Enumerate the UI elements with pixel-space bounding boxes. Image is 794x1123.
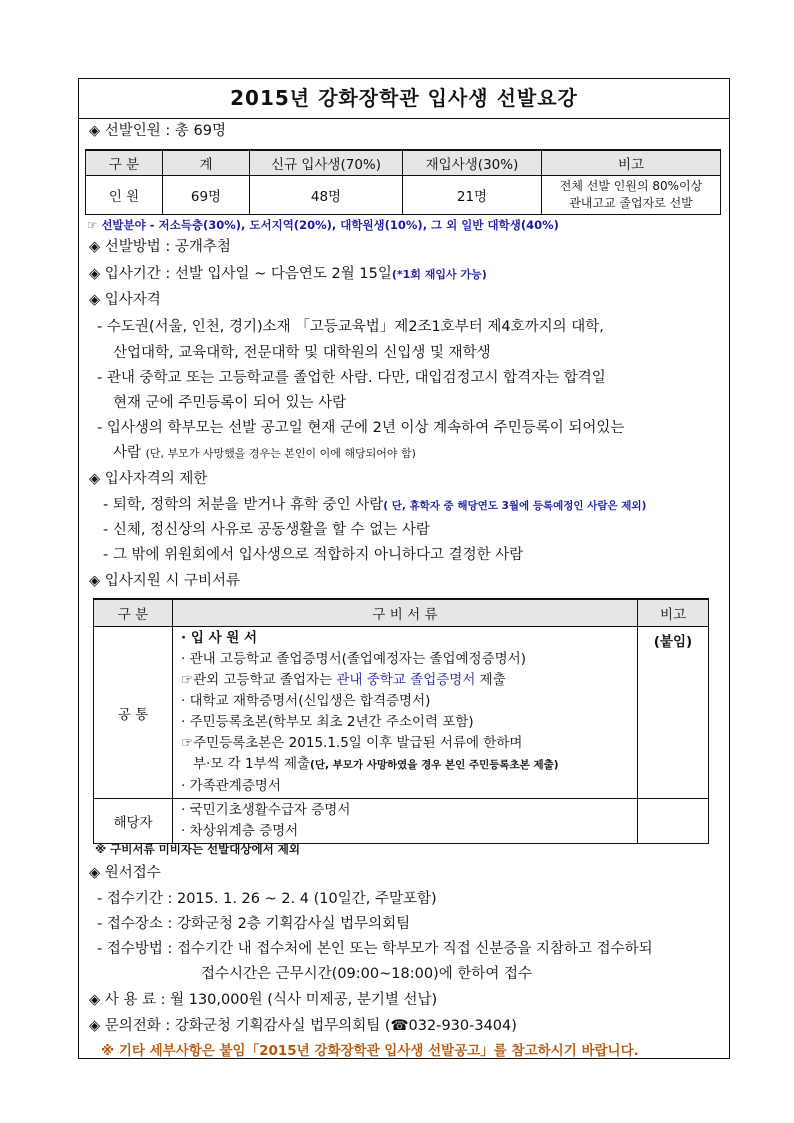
doc-resident-abstract: · 주민등록초본(학부모 최초 2년간 주소이력 포함) bbox=[181, 714, 474, 730]
th-readmit: 재입사생(30%) bbox=[403, 150, 542, 176]
qualification-1a: - 수도권(서울, 인천, 경기)소재 「고등교육법」제2조1호부터 제4호까지의 대학, bbox=[97, 319, 604, 335]
th-note: 비고 bbox=[542, 150, 721, 176]
selection-count: ◈ 선발인원 : 총 69명 bbox=[89, 123, 226, 139]
common-note: (붙임) bbox=[638, 627, 709, 799]
note-line2: 관내고교 졸업자로 선발 bbox=[569, 196, 693, 210]
period bbox=[89, 264, 487, 285]
th-new: 신규 입사생(70%) bbox=[250, 150, 403, 176]
th-category: 구 분 bbox=[86, 150, 163, 176]
qualification-3b-note: (단, 부모가 사망했을 경우는 본인이 이에 해당되어야 함) bbox=[145, 447, 416, 460]
page-title: 2015년 강화장학관 입사생 선발요강 bbox=[79, 79, 729, 119]
doc-enrollment-cert: · 대학교 재학증명서(신입생은 합격증명서) bbox=[181, 693, 431, 709]
qualification-1b: 산업대학, 교육대학, 전문대학 및 대학원의 신입생 및 재학생 bbox=[113, 345, 491, 361]
target-note bbox=[638, 799, 709, 844]
limit-1 bbox=[103, 495, 646, 516]
qualification-heading: ◈ 입사자격 bbox=[89, 292, 161, 308]
doc-near-poverty: · 차상위계층 증명서 bbox=[181, 823, 299, 839]
doc-application: · 입 사 원 서 bbox=[181, 630, 258, 646]
common-docs bbox=[173, 627, 638, 799]
th-doc-list: 구 비 서 류 bbox=[173, 599, 638, 627]
qualification-3b-text: 사람 bbox=[113, 445, 142, 461]
apply-heading: ◈ 원서접수 bbox=[89, 865, 161, 881]
qualification-2b: 현재 군에 주민등록이 되어 있는 사람 bbox=[113, 395, 347, 411]
doc-family-cert: · 가족관계증명서 bbox=[181, 778, 281, 794]
cell-new: 48명 bbox=[250, 176, 403, 215]
apply-method-a: - 접수방법 : 접수기간 내 접수처에 본인 또는 학부모가 직접 신분증을 지참하고 접수하되 bbox=[97, 941, 653, 957]
cell-readmit: 21명 bbox=[403, 176, 542, 215]
note-line1: 전체 선발 인원의 80%이상 bbox=[559, 179, 703, 193]
fee: ◈ 사 용 료 : 월 130,000원 (식사 미제공, 분기별 선납) bbox=[89, 992, 438, 1008]
limit-3: - 그 밖에 위원회에서 입사생으로 적합하지 아니하다고 결정한 사람 bbox=[103, 547, 524, 563]
method: ◈ 선발방법 : 공개추첨 bbox=[89, 239, 231, 255]
qualification-3a: - 입사생의 학부모는 선발 공고일 현재 군에 2년 이상 계속하여 주민등록이 되어있는 bbox=[97, 420, 625, 436]
qualification-2a: - 관내 중학교 또는 고등학교를 졸업한 사람. 다만, 대입검정고시 합격자는 합격일 bbox=[97, 370, 606, 386]
cell-note bbox=[542, 176, 721, 215]
limit-1-text: - 퇴학, 정학의 처분을 받거나 휴학 중인 사람 bbox=[103, 497, 384, 513]
docs-heading: ◈ 입사지원 시 구비서류 bbox=[89, 573, 241, 589]
th-doc-category: 구 분 bbox=[94, 599, 173, 627]
doc-outside-note: ☞관외 고등학교 졸업자는 관내 중학교 졸업증명서 제출 bbox=[181, 672, 506, 688]
row-label: 인 원 bbox=[86, 176, 163, 215]
doc-parents-note: 부·모 각 1부씩 제출(단, 부모가 사망하였을 경우 본인 주민등록초본 제출) bbox=[193, 756, 559, 772]
qualification-3b bbox=[113, 443, 416, 464]
documents-table bbox=[93, 598, 709, 844]
footer-note: ※ 기타 세부사항은 붙임「2015년 강화장학관 입사생 선발공고」를 참고하시기 바랍니다. bbox=[101, 1043, 639, 1059]
doc-resident-note: ☞주민등록초본은 2015.1.5일 이후 발급된 서류에 한하며 bbox=[181, 735, 523, 751]
apply-period: - 접수기간 : 2015. 1. 26 ~ 2. 4 (10일간, 주말포함) bbox=[97, 891, 437, 907]
th-doc-note: 비고 bbox=[638, 599, 709, 627]
target-docs bbox=[173, 799, 638, 844]
docs-note: ※ 구비서류 미비자는 선발대상에서 제외 bbox=[95, 842, 300, 856]
target-label: 해당자 bbox=[94, 799, 173, 844]
common-label: 공 통 bbox=[94, 627, 173, 799]
selection-table bbox=[85, 149, 721, 215]
apply-place: - 접수장소 : 강화군청 2층 기획감사실 법무의회팀 bbox=[97, 916, 411, 932]
cell-total: 69명 bbox=[163, 176, 250, 215]
doc-hs-cert: · 관내 고등학교 졸업증명서(졸업예정자는 졸업예정증명서) bbox=[181, 651, 526, 667]
limit-heading: ◈ 입사자격의 제한 bbox=[89, 471, 208, 487]
period-text: ◈ 입사기간 : 선발 입사일 ~ 다음연도 2월 15일 bbox=[89, 266, 392, 282]
limit-2: - 신체, 정신상의 사유로 공동생활을 할 수 없는 사람 bbox=[103, 522, 430, 538]
period-note: (*1회 재입사 가능) bbox=[391, 268, 487, 281]
th-total: 계 bbox=[163, 150, 250, 176]
quota-note: ☞ 선발분야 - 저소득층(30%), 도서지역(20%), 대학원생(10%), 그 외 일반 대학생(40%) bbox=[87, 218, 559, 232]
doc-basic-livelihood: · 국민기초생활수급자 증명서 bbox=[181, 802, 351, 818]
contact: ◈ 문의전화 : 강화군청 기획감사실 법무의회팀 (☎032-930-3404) bbox=[89, 1018, 517, 1034]
limit-1-note: ( 단, 휴학자 중 해당연도 3월에 등록예정인 사람은 제외) bbox=[383, 500, 647, 512]
apply-method-b: 접수시간은 근무시간(09:00~18:00)에 한하여 접수 bbox=[201, 966, 532, 982]
document-frame bbox=[78, 78, 730, 1059]
